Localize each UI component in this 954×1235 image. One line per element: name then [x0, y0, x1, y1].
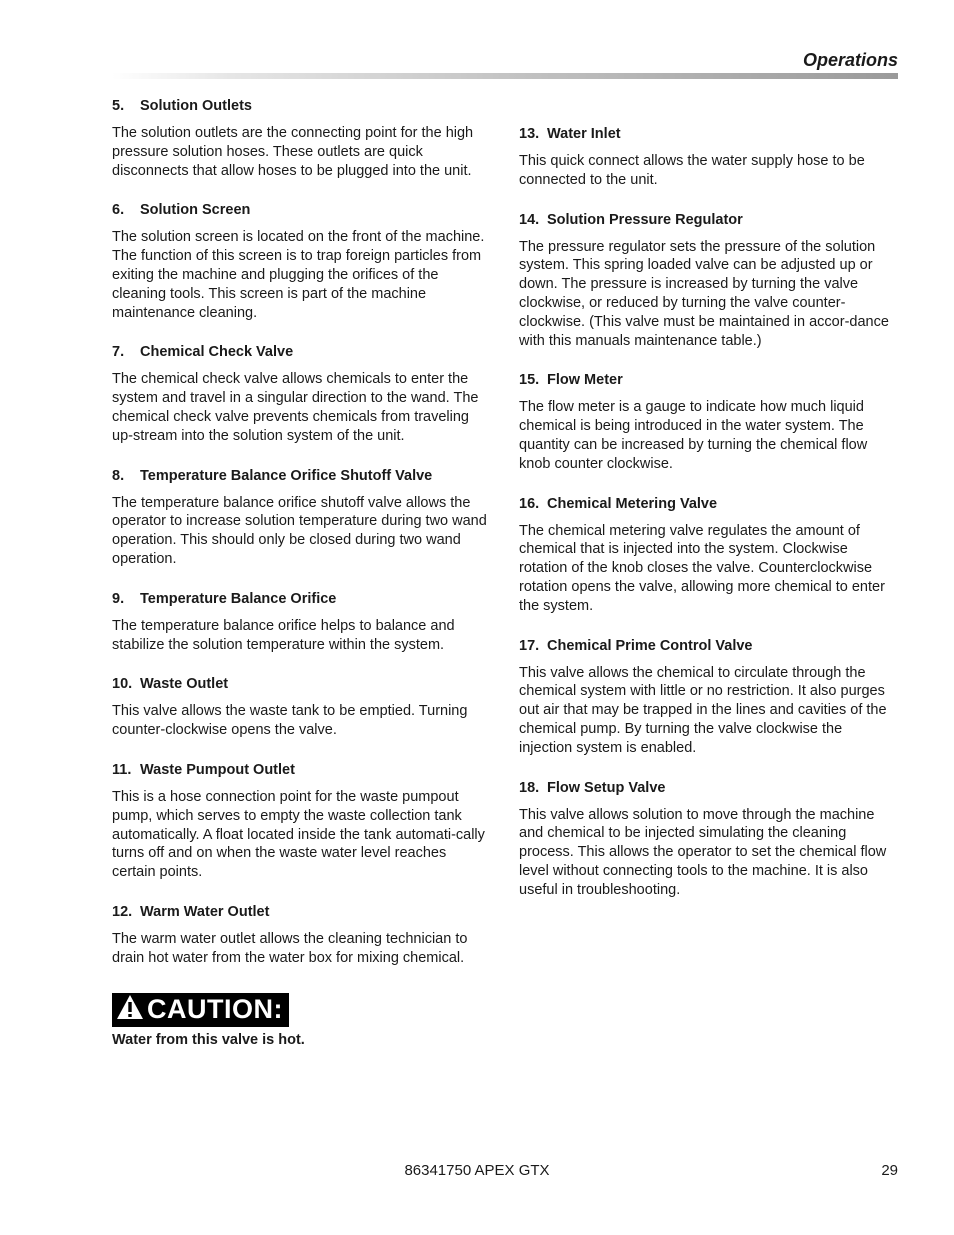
section-10: [112, 675, 492, 740]
section-body: The solution screen is located on the front of the machine. The function of this screen is to trap foreign particles from exiting the machine and plugging the orifices of the cleaning tools. This screen is part of the machine maintenance cleaning.: [112, 229, 485, 321]
section-number: 17.: [519, 637, 540, 654]
section-number: 11.: [112, 761, 132, 778]
caution-badge: [112, 993, 289, 1027]
section-body: This quick connect allows the water supply hose to be connected to the unit.: [519, 153, 865, 188]
section-14: [519, 211, 899, 351]
section-number: 7.: [112, 344, 125, 361]
section-6: [112, 201, 492, 322]
section-13: [519, 125, 899, 190]
section-18: [519, 779, 899, 900]
section-title: Solution Screen: [140, 202, 251, 219]
section-number: 6.: [112, 202, 125, 219]
section-number: 16.: [519, 495, 540, 512]
section-title: Chemical Prime Control Valve: [547, 637, 753, 654]
footer-document-id: 86341750 APEX GTX: [404, 1162, 550, 1179]
section-title: Solution Pressure Regulator: [547, 211, 743, 228]
section-body: The flow meter is a gauge to indicate how much liquid chemical is being introduced in the water system. The quantity can be increased by turning the chemical flow knob counter clockwise.: [519, 399, 868, 472]
section-body: This is a hose connection point for the waste pumpout pump, which serves to empty the waste collection tank automatically. A float located inside the tank automati-cally turns off and on when the waste water level reaches certain points.: [112, 788, 485, 881]
section-16: [519, 495, 899, 616]
header-rule: [112, 73, 898, 79]
section-title: Waste Outlet: [140, 676, 229, 693]
section-body: The chemical metering valve regulates the amount of chemical that is injected into the system. Clockwise rotation of the knob closes the valve. Counterclockwise rotation opens the valve, allowing more chemical to enter the system.: [519, 522, 885, 614]
section-number: 14.: [519, 211, 540, 228]
section-body: The temperature balance orifice shutoff valve allows the operator to increase solution temperature during two wand operation. This should only be closed during two wand operation.: [112, 494, 487, 567]
section-body: This valve allows the waste tank to be emptied. Turning counter-clockwise opens the valve.: [112, 703, 468, 739]
section-body: The solution outlets are the connecting point for the high pressure solution hoses. These outlets are quick disconnects that allow hoses to be plugged into the unit.: [112, 125, 474, 179]
section-11: [112, 761, 492, 882]
section-body: The warm water outlet allows the cleaning technician to drain hot water from the water box for mixing chemical.: [112, 930, 468, 966]
section-title: Warm Water Outlet: [140, 903, 270, 920]
section-8: [112, 467, 492, 569]
section-title: Chemical Metering Valve: [547, 495, 718, 512]
left-column: [112, 97, 492, 1048]
section-title: Temperature Balance Orifice: [140, 590, 337, 607]
section-number: 8.: [112, 467, 125, 484]
section-title: Chemical Check Valve: [140, 344, 294, 361]
section-7: [112, 343, 492, 445]
section-17: [519, 637, 899, 758]
section-title: Solution Outlets: [140, 98, 252, 114]
section-title: Water Inlet: [547, 126, 621, 142]
section-body: The chemical check valve allows chemicals to enter the system and travel in a singular direction to the wand. The chemical check valve prevents chemicals from traveling up-stream into the solution system of the unit.: [112, 371, 479, 444]
section-body: This valve allows the chemical to circulate through the chemical system with little or no restriction. It also purges out air that may be trapped in the lines and cavities of the chemical pump. By turning the valve clockwise the injection system is enabled.: [519, 664, 887, 756]
section-header-title: Operations: [802, 50, 898, 70]
caution-text: Water from this valve is hot.: [112, 1031, 305, 1048]
section-12: [112, 903, 492, 968]
section-15: [519, 371, 899, 473]
section-number: 9.: [112, 590, 125, 607]
section-title: Waste Pumpout Outlet: [140, 761, 295, 778]
caution-block: [112, 989, 492, 1048]
section-number: 12.: [112, 903, 133, 920]
section-title: Flow Meter: [547, 372, 623, 389]
section-number: 15.: [519, 372, 540, 389]
section-number: 18.: [519, 779, 540, 796]
caution-label: CAUTION:: [147, 994, 283, 1025]
section-5: [112, 97, 492, 180]
section-title: Flow Setup Valve: [547, 779, 666, 796]
page-number: 29: [881, 1162, 898, 1179]
section-number: 5.: [112, 98, 125, 114]
section-body: This valve allows solution to move through the machine and chemical to be injected simulating the cleaning process. This allows the operator to set the chemical flow level without connecting tools to the machine. It is also useful in troubleshooting.: [519, 806, 887, 898]
section-number: 13.: [519, 126, 540, 142]
section-body: The temperature balance orifice helps to balance and stabilize the solution temperature within the system.: [112, 617, 455, 653]
section-9: [112, 590, 492, 655]
section-title: Temperature Balance Orifice Shutoff Valve: [140, 467, 433, 484]
right-column: [519, 125, 899, 921]
section-body: The pressure regulator sets the pressure of the solution system. This spring loaded valve can be adjusted up or down. The pressure is increased by turning the valve clockwise, or reduced by turning the valve counter-clockwise. (This valve must be maintained in accor-dance with this manuals maintenance table.): [519, 238, 889, 349]
warning-triangle-icon: [116, 994, 144, 1025]
section-number: 10.: [112, 676, 133, 693]
